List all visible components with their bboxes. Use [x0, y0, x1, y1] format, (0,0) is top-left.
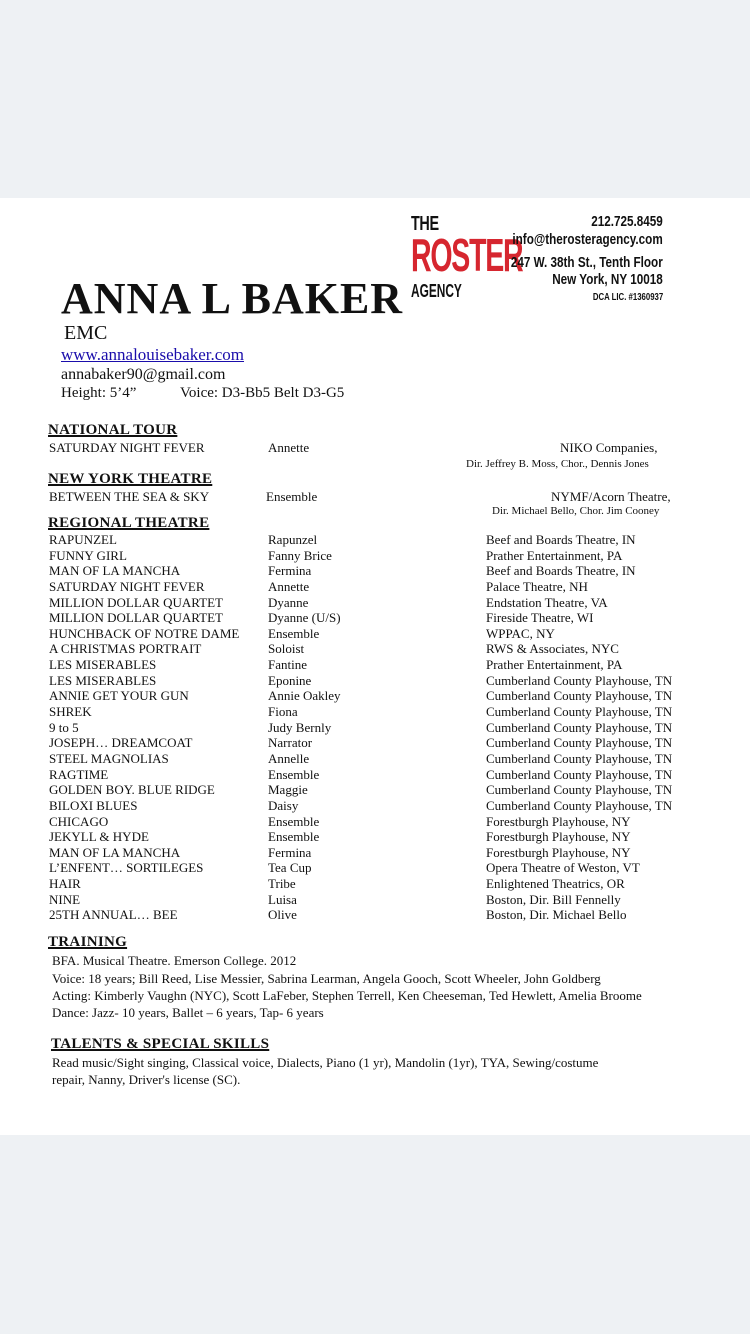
role: Tribe: [268, 876, 296, 892]
venue: Prather Entertainment, PA: [486, 657, 623, 673]
venue: Cumberland County Playhouse, TN: [486, 719, 673, 735]
show-title: HAIR: [49, 876, 81, 892]
role: Maggie: [268, 782, 308, 798]
regional-row: [0, 704, 750, 720]
role: Daisy: [268, 797, 299, 813]
show-title: 9 to 5: [49, 719, 79, 735]
show-title: A CHRISTMAS PORTRAIT: [49, 641, 202, 657]
venue: Beef and Boards Theatre, IN: [486, 532, 636, 547]
role: Annelle: [268, 750, 310, 766]
role: Dyanne: [268, 594, 309, 610]
show-title: RAPUNZEL: [49, 532, 117, 547]
role: Annie Oakley: [268, 688, 341, 704]
company: NIKO Companies,: [560, 440, 658, 455]
agency-address-line1: 247 W. 38th St., Tenth Floor: [511, 254, 663, 271]
national-tour-row: [0, 440, 750, 456]
role: Ensemble: [268, 766, 320, 782]
regional-row: [0, 814, 750, 830]
new-york-row: [0, 489, 750, 505]
performer-email: annabaker90@gmail.com: [61, 366, 226, 383]
regional-row: [0, 751, 750, 767]
role: Fanny Brice: [268, 547, 332, 563]
agency-phone: 212.725.8459: [591, 213, 663, 230]
skills-line: Read music/Sight singing, Classical voice, Dialects, Piano (1 yr), Mandolin (1yr), TYA, Sewing/costume: [52, 1055, 599, 1070]
show-title: SHREK: [49, 704, 92, 720]
venue: Opera Theatre of Weston, VT: [486, 860, 640, 876]
venue: Cumberland County Playhouse, TN: [486, 750, 673, 766]
venue: RWS & Associates, NYC: [486, 641, 619, 657]
show-title: SATURDAY NIGHT FEVER: [49, 578, 205, 594]
show-title: GOLDEN BOY. BLUE RIDGE: [49, 782, 215, 798]
section-heading-new-york-theatre: NEW YORK THEATRE: [48, 471, 213, 487]
role: Ensemble: [268, 829, 320, 845]
role: Luisa: [268, 891, 297, 907]
regional-row: [0, 845, 750, 861]
regional-row: [0, 563, 750, 579]
show-title: MAN OF LA MANCHA: [49, 563, 181, 579]
regional-row: [0, 892, 750, 908]
role: Fantine: [268, 657, 307, 673]
show-title: JEKYLL & HYDE: [49, 829, 149, 845]
regional-row: [0, 782, 750, 798]
regional-row: [0, 626, 750, 642]
agency-logo-the: THE: [411, 213, 439, 235]
venue: Forestburgh Playhouse, NY: [486, 829, 631, 845]
regional-row: [0, 907, 750, 923]
regional-row: [0, 688, 750, 704]
union-status: EMC: [64, 322, 108, 344]
agency-logo-agency: AGENCY: [411, 281, 462, 301]
role: Fermina: [268, 844, 312, 860]
show-title: ANNIE GET YOUR GUN: [49, 688, 189, 704]
regional-row: [0, 657, 750, 673]
venue: Enlightened Theatrics, OR: [486, 876, 625, 892]
venue: Boston, Dir. Bill Fennelly: [486, 891, 621, 907]
section-heading-skills: TALENTS & SPECIAL SKILLS: [51, 1036, 270, 1052]
show-title: NINE: [49, 891, 81, 907]
training-line: Acting: Kimberly Vaughn (NYC), Scott LaFeber, Stephen Terrell, Ken Cheeseman, Ted Hewlett, Amelia Broome: [52, 988, 642, 1003]
venue: Cumberland County Playhouse, TN: [486, 672, 673, 688]
venue: Beef and Boards Theatre, IN: [486, 563, 636, 579]
regional-row: [0, 860, 750, 876]
regional-row: [0, 720, 750, 736]
venue: Cumberland County Playhouse, TN: [486, 782, 673, 798]
venue: Prather Entertainment, PA: [486, 547, 623, 563]
role: Rapunzel: [268, 532, 318, 547]
role: Fermina: [268, 563, 312, 579]
role: Eponine: [268, 672, 312, 688]
role: Narrator: [268, 735, 313, 751]
regional-row: [0, 673, 750, 689]
venue: Cumberland County Playhouse, TN: [486, 688, 673, 704]
regional-row: [0, 876, 750, 892]
show-title: LES MISERABLES: [49, 672, 157, 688]
role: Annette: [268, 440, 310, 455]
show-title: MILLION DOLLAR QUARTET: [49, 594, 223, 610]
role: Annette: [268, 578, 310, 594]
role: Tea Cup: [268, 860, 312, 876]
regional-row: [0, 548, 750, 564]
training-line: Voice: 18 years; Bill Reed, Lise Messier, Sabrina Learman, Angela Gooch, Scott Wheeler, John Goldberg: [52, 971, 601, 986]
venue: Palace Theatre, NH: [486, 578, 588, 594]
regional-row: [0, 798, 750, 814]
show-title: BILOXI BLUES: [49, 797, 138, 813]
section-heading-national-tour: NATIONAL TOUR: [48, 422, 178, 438]
role: Ensemble: [266, 489, 318, 504]
show-title: SATURDAY NIGHT FEVER: [49, 440, 205, 455]
height-info: Height: 5’4”: [61, 385, 137, 401]
section-heading-regional-theatre: REGIONAL THEATRE: [48, 515, 210, 531]
credits: Dir. Jeffrey B. Moss, Chor., Dennis Jones: [466, 458, 649, 470]
venue: Endstation Theatre, VA: [486, 594, 608, 610]
training-line: Dance: Jazz- 10 years, Ballet – 6 years, Tap- 6 years: [52, 1005, 324, 1020]
show-title: RAGTIME: [49, 766, 109, 782]
show-title: JOSEPH… DREAMCOAT: [49, 735, 193, 751]
section-heading-training: TRAINING: [48, 934, 128, 950]
company: NYMF/Acorn Theatre,: [551, 489, 671, 504]
role: Soloist: [268, 641, 305, 657]
regional-row: [0, 532, 750, 548]
venue: Cumberland County Playhouse, TN: [486, 704, 673, 720]
role: Ensemble: [268, 813, 320, 829]
show-title: HUNCHBACK OF NOTRE DAME: [49, 625, 240, 641]
venue: Forestburgh Playhouse, NY: [486, 844, 631, 860]
credits: Dir. Michael Bello, Chor. Jim Cooney: [492, 505, 660, 517]
show-title: 25TH ANNUAL… BEE: [49, 907, 178, 923]
training-line: BFA. Musical Theatre. Emerson College. 2012: [52, 953, 297, 968]
regional-row: [0, 641, 750, 657]
voice-range: Voice: D3-Bb5 Belt D3-G5: [180, 385, 345, 401]
role: Fiona: [268, 704, 298, 720]
agency-email: info@therosteragency.com: [512, 231, 663, 248]
show-title: STEEL MAGNOLIAS: [49, 750, 169, 766]
role: Dyanne (U/S): [268, 610, 341, 626]
venue: Boston, Dir. Michael Bello: [486, 907, 627, 923]
skills-line: repair, Nanny, Driver's license (SC).: [52, 1072, 241, 1087]
regional-row: [0, 767, 750, 783]
show-title: L’ENFENT… SORTILEGES: [49, 860, 204, 876]
venue: Cumberland County Playhouse, TN: [486, 735, 673, 751]
show-title: CHICAGO: [49, 813, 109, 829]
show-title: MAN OF LA MANCHA: [49, 844, 181, 860]
venue: Fireside Theatre, WI: [486, 610, 594, 626]
role: Ensemble: [268, 625, 320, 641]
role: Olive: [268, 907, 297, 923]
venue: Cumberland County Playhouse, TN: [486, 797, 673, 813]
agency-address-line2: New York, NY 10018: [552, 271, 663, 288]
venue: WPPAC, NY: [486, 625, 555, 641]
agency-license: DCA LIC. #1360937: [592, 292, 663, 303]
agency-logo-roster: ROSTER: [411, 229, 523, 281]
regional-row: [0, 579, 750, 595]
website-link[interactable]: www.annalouisebaker.com: [61, 345, 245, 364]
regional-row: [0, 829, 750, 845]
venue: Cumberland County Playhouse, TN: [486, 766, 673, 782]
show-title: LES MISERABLES: [49, 657, 157, 673]
regional-row: [0, 735, 750, 751]
show-title: MILLION DOLLAR QUARTET: [49, 610, 223, 626]
venue: Forestburgh Playhouse, NY: [486, 813, 631, 829]
performer-name: ANNA L BAKER: [61, 274, 404, 323]
role: Judy Bernly: [268, 719, 332, 735]
regional-row: [0, 595, 750, 611]
regional-row: [0, 610, 750, 626]
show-title: FUNNY GIRL: [49, 547, 127, 563]
resume-page: [0, 198, 750, 1135]
show-title: BETWEEN THE SEA & SKY: [49, 489, 210, 504]
